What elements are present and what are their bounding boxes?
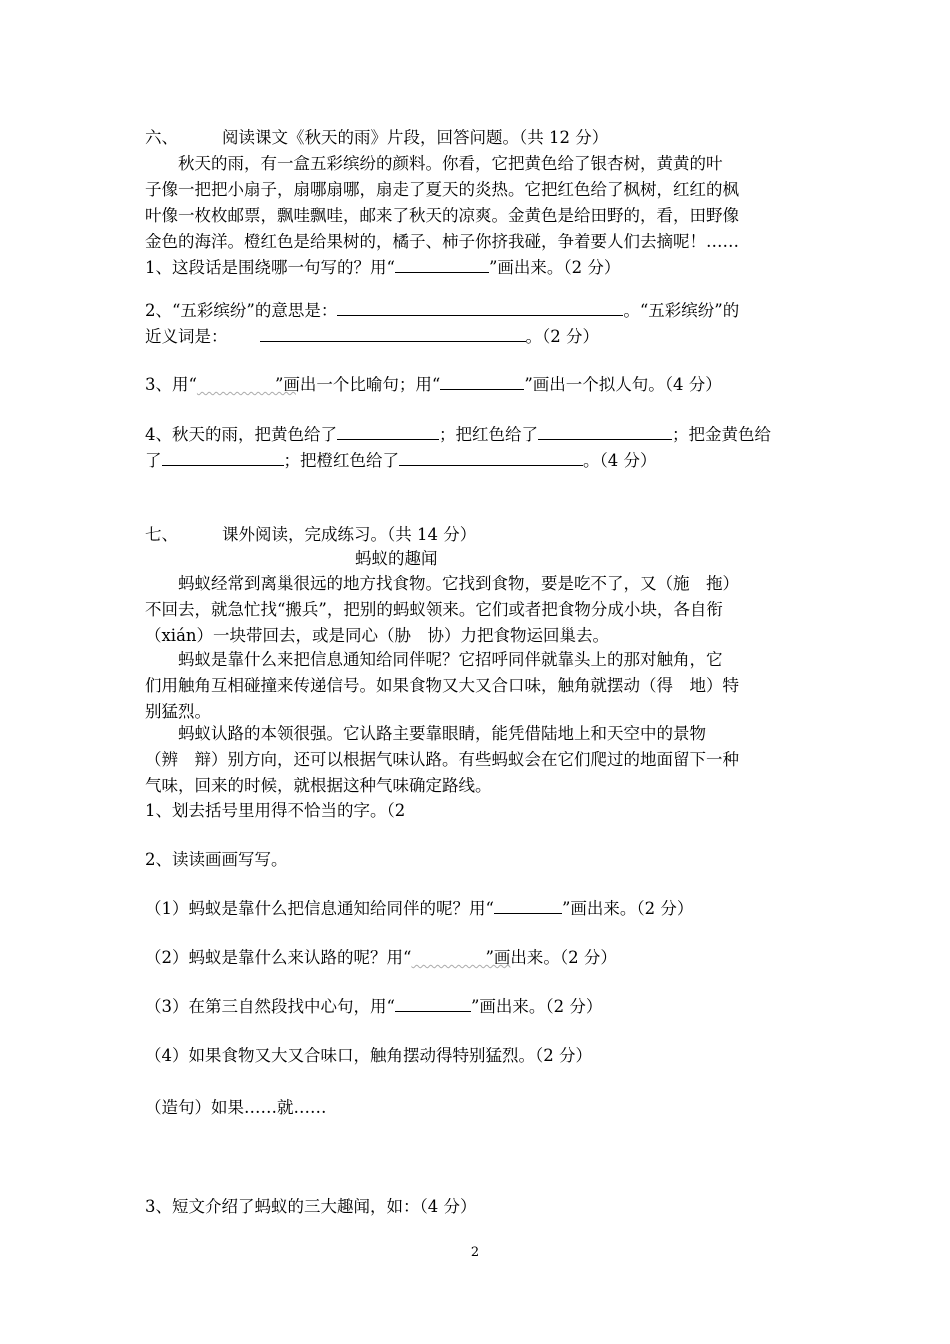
- section7-question-2-2: （2）蚂蚁是靠什么来认路的呢？用“ ”画出来。（2 分）: [145, 945, 617, 971]
- section6-number: 六、: [145, 128, 178, 147]
- answer-blank[interactable]: [162, 448, 284, 466]
- section7-question-2-4: （4）如果食物又大又合味口，触角摆动得特别猛烈。（2 分）: [145, 1046, 592, 1065]
- page-number: 2: [470, 1245, 480, 1260]
- answer-blank[interactable]: [337, 298, 623, 316]
- article-p1-line: 不回去，就急忙找“搬兵”，把别的蚂蚁领来。它们或者把食物分成小块，各自衔: [145, 600, 723, 619]
- section7-number: 七、: [145, 525, 178, 544]
- answer-blank[interactable]: [399, 448, 583, 466]
- answer-blank[interactable]: [260, 324, 526, 342]
- underline-sample: [395, 994, 471, 1012]
- section6-question-4-cont: 了 ；把橙红色给了 。（4 分）: [145, 448, 657, 474]
- section6-title: 阅读课文《秋天的雨》片段，回答问题。（共 12 分）: [222, 128, 609, 147]
- section7-question-2-5: （造句）如果……就……: [145, 1098, 327, 1117]
- article-p3-line: （辨 辩）别方向，还可以根据气味认路。有些蚂蚁会在它们爬过的地面留下一种: [145, 750, 739, 769]
- section6-passage-line: 金色的海洋。橙红色是给果树的，橘子、柿子你挤我碰，争着要人们去摘呢！……: [145, 232, 739, 251]
- section7-question-2: 2、读读画画写写。: [145, 850, 288, 869]
- answer-blank[interactable]: [337, 422, 439, 440]
- section6-question-2-cont: 近义词是： 。（2 分）: [145, 324, 599, 350]
- section6-heading: [145, 125, 608, 151]
- section6-question-4: 4、秋天的雨，把黄色给了 ；把红色给了 ；把金黄色给: [145, 422, 771, 448]
- wavy-underline-sample: [197, 372, 275, 389]
- section7-question-2-3: （3）在第三自然段找中心句，用“ ”画出来。（2 分）: [145, 994, 602, 1020]
- section6-question-1: 1、这段话是围绕哪一句写的？用“ ”画出来。（2 分）: [145, 255, 620, 281]
- underline-sample: [494, 896, 562, 914]
- article-p2-line: 别猛烈。: [145, 702, 211, 721]
- section7-question-3: 3、短文介绍了蚂蚁的三大趣闻，如：（4 分）: [145, 1197, 477, 1216]
- section6-question-3: 3、用“ ”画出一个比喻句；用“ ”画出一个拟人句。（4 分）: [145, 372, 722, 398]
- article-p1-line: （xián）一块带回去，或是同心（胁 协）力把食物运回巢去。: [145, 626, 610, 645]
- section7-question-2-1: （1）蚂蚁是靠什么把信息通知给同伴的呢？用“ ”画出来。（2 分）: [145, 896, 693, 922]
- article-p2-line: 们用触角互相碰撞来传递信号。如果食物又大又合口味，触角就摆动（得 地）特: [145, 676, 739, 695]
- article-p2-line: 蚂蚁是靠什么来把信息通知给同伴呢？它招呼同伴就靠头上的那对触角，它: [145, 650, 723, 669]
- underline-sample: [395, 255, 489, 273]
- article-p3-line: 气味，回来的时候，就根据这种气味确定路线。: [145, 776, 492, 795]
- article-p3-line: 蚂蚁认路的本领很强。它认路主要靠眼睛，能凭借陆地上和天空中的景物: [145, 724, 706, 743]
- section6-question-2: 2、“五彩缤纷”的意思是： 。“五彩缤纷”的: [145, 298, 739, 324]
- section7-heading: [145, 522, 476, 548]
- section7-title: 课外阅读，完成练习。（共 14 分）: [222, 525, 477, 544]
- section6-passage-line: 秋天的雨，有一盒五彩缤纷的颜料。你看，它把黄色给了银杏树，黄黄的叶: [145, 154, 723, 173]
- section7-question-1: 1、划去括号里用得不恰当的字。（2: [145, 801, 406, 820]
- underline-sample: [440, 372, 524, 390]
- section6-passage-line: 叶像一枚枚邮票，飘哇飘哇，邮来了秋天的凉爽。金黄色是给田野的，看，田野像: [145, 206, 739, 225]
- article-title: 蚂蚁的趣闻: [355, 549, 438, 568]
- article-p1-line: 蚂蚁经常到离巢很远的地方找食物。它找到食物，要是吃不了，又（施 拖）: [145, 574, 739, 593]
- wavy-underline-sample: [411, 945, 485, 962]
- section6-passage-line: 子像一把把小扇子，扇哪扇哪，扇走了夏天的炎热。它把红色给了枫树，红红的枫: [145, 180, 739, 199]
- answer-blank[interactable]: [538, 422, 672, 440]
